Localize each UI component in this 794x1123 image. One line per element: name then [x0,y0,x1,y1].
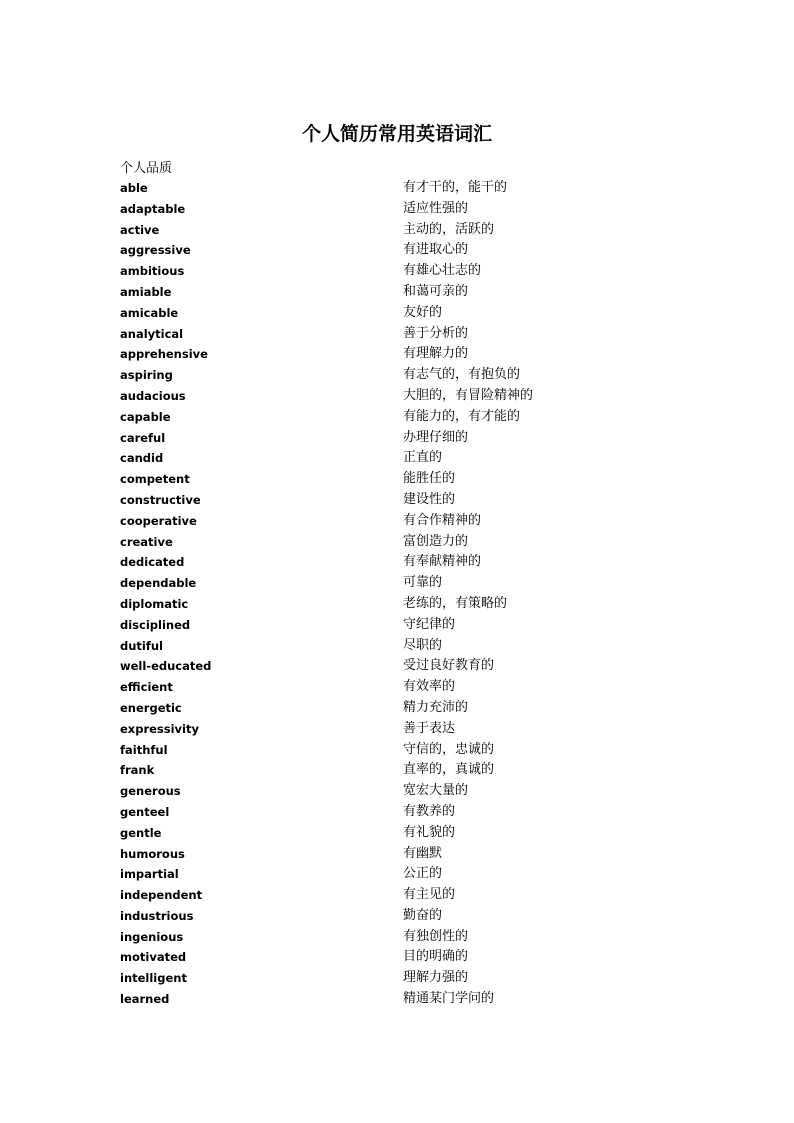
vocab-english-word: diplomatic [120,596,189,611]
vocab-english-word: analytical [120,326,184,341]
vocab-chinese-meaning: 有独创性的 [403,928,469,944]
vocab-entry [0,719,794,740]
vocab-entry [0,947,794,968]
vocab-english-word: ambitious [120,264,185,279]
vocab-english-word: intelligent [120,971,187,986]
vocab-entry [0,573,794,594]
vocab-english-word: dutiful [120,638,163,653]
vocab-chinese-meaning: 有进取心的 [403,242,469,258]
vocab-entry [0,407,794,428]
vocab-english-word: gentle [120,825,162,840]
vocab-english-word: able [120,181,148,195]
vocab-english-word: amicable [120,305,179,320]
vocab-entry [0,490,794,511]
vocab-chinese-meaning: 善于表达 [403,720,456,736]
vocab-entry [0,615,794,636]
vocab-entry [0,989,794,1010]
vocab-english-word: active [120,222,160,237]
vocab-english-word: learned [120,992,170,1007]
vocab-chinese-meaning: 有幽默 [403,845,443,861]
vocab-chinese-meaning: 办理仔细的 [403,429,469,445]
vocab-entry [0,760,794,781]
vocab-chinese-meaning: 目的明确的 [403,949,469,965]
vocab-entry [0,365,794,386]
vocab-chinese-meaning: 主动的，活跃的 [403,221,495,237]
vocab-entry [0,844,794,865]
vocab-english-word: industrious [120,908,194,923]
vocab-entry [0,532,794,553]
vocab-english-word: energetic [120,700,182,715]
vocab-entry [0,927,794,948]
vocab-entry [0,511,794,532]
vocab-english-word: faithful [120,742,168,757]
vocab-entry [0,864,794,885]
vocab-english-word: efficient [120,680,173,695]
vocab-entry [0,636,794,657]
vocab-entry [0,656,794,677]
vocab-entry [0,178,794,199]
vocab-english-word: aggressive [120,243,191,258]
vocab-english-word: humorous [120,846,185,861]
vocab-chinese-meaning: 有效率的 [403,679,456,695]
vocab-english-word: aspiring [120,368,173,383]
vocab-english-word: ingenious [120,929,184,944]
vocab-entry [0,324,794,345]
vocab-entry [0,906,794,927]
vocab-entry [0,282,794,303]
vocab-chinese-meaning: 受过良好教育的 [403,658,495,674]
vocab-entry [0,823,794,844]
vocab-chinese-meaning: 建设性的 [403,491,456,507]
vocab-english-word: impartial [120,867,179,882]
vocab-english-word: careful [120,430,166,445]
vocab-english-word: independent [120,888,203,903]
vocab-chinese-meaning: 尽职的 [403,637,443,653]
vocabulary-list [0,178,794,1010]
section-heading: 个人品质 [120,161,173,176]
vocab-entry [0,781,794,802]
vocab-chinese-meaning: 善于分析的 [403,325,469,341]
vocab-chinese-meaning: 守纪律的 [403,616,456,632]
vocab-english-word: audacious [120,388,186,403]
vocab-chinese-meaning: 有教养的 [403,803,456,819]
vocab-chinese-meaning: 大胆的，有冒险精神的 [403,387,534,403]
vocab-entry [0,885,794,906]
vocab-entry [0,240,794,261]
vocab-entry [0,220,794,241]
vocab-english-word: well-educated [120,659,212,674]
vocab-entry [0,261,794,282]
vocab-chinese-meaning: 有理解力的 [403,346,469,362]
vocab-chinese-meaning: 有能力的，有才能的 [403,408,521,424]
vocab-entry [0,386,794,407]
vocab-chinese-meaning: 有奉献精神的 [403,554,482,570]
vocab-english-word: genteel [120,804,170,819]
vocab-entry [0,428,794,449]
vocab-chinese-meaning: 有才干的，能干的 [403,180,508,195]
vocab-entry [0,802,794,823]
vocab-english-word: dependable [120,576,197,591]
vocab-chinese-meaning: 有礼貌的 [403,824,456,840]
vocab-chinese-meaning: 可靠的 [403,575,443,591]
vocab-entry [0,303,794,324]
vocab-chinese-meaning: 正直的 [403,450,443,466]
vocab-chinese-meaning: 有合作精神的 [403,512,482,528]
vocab-english-word: candid [120,451,164,466]
vocab-entry [0,740,794,761]
document-title: 个人简历常用英语词汇 [301,123,492,145]
vocab-chinese-meaning: 勤奋的 [403,907,443,923]
vocab-english-word: generous [120,784,181,799]
vocab-english-word: amiable [120,284,172,299]
vocab-english-word: adaptable [120,201,186,216]
vocab-entry [0,968,794,989]
vocab-chinese-meaning: 有主见的 [403,887,456,903]
vocab-entry [0,469,794,490]
vocab-chinese-meaning: 有雄心壮志的 [403,263,482,279]
vocab-english-word: dedicated [120,555,185,570]
vocab-english-word: disciplined [120,617,191,632]
vocab-chinese-meaning: 适应性强的 [403,200,469,216]
vocab-english-word: capable [120,409,171,424]
vocab-english-word: apprehensive [120,347,208,362]
vocab-chinese-meaning: 公正的 [403,866,443,882]
vocab-chinese-meaning: 宽宏大量的 [403,783,469,799]
vocab-chinese-meaning: 直率的，真诚的 [403,762,495,778]
vocab-chinese-meaning: 有志气的，有抱负的 [403,367,521,383]
vocab-entry [0,677,794,698]
vocab-english-word: cooperative [120,513,197,528]
vocab-chinese-meaning: 精力充沛的 [403,699,469,715]
vocab-english-word: constructive [120,492,201,507]
vocab-chinese-meaning: 和蔼可亲的 [403,283,469,299]
vocab-entry [0,448,794,469]
vocab-entry [0,698,794,719]
vocab-entry [0,344,794,365]
vocab-entry [0,199,794,220]
vocab-chinese-meaning: 友好的 [403,304,443,320]
vocab-english-word: frank [120,763,155,778]
vocab-chinese-meaning: 富创造力的 [403,533,469,549]
vocab-english-word: motivated [120,950,187,965]
vocab-entry [0,594,794,615]
vocab-english-word: competent [120,472,190,487]
vocab-chinese-meaning: 精通某门学问的 [403,991,495,1007]
vocab-entry [0,552,794,573]
vocab-chinese-meaning: 老练的，有策略的 [403,595,508,611]
vocab-chinese-meaning: 能胜任的 [403,471,456,487]
vocab-chinese-meaning: 理解力强的 [403,970,469,986]
vocab-english-word: creative [120,534,173,549]
vocab-english-word: expressivity [120,721,199,736]
vocab-chinese-meaning: 守信的，忠诚的 [403,741,495,757]
